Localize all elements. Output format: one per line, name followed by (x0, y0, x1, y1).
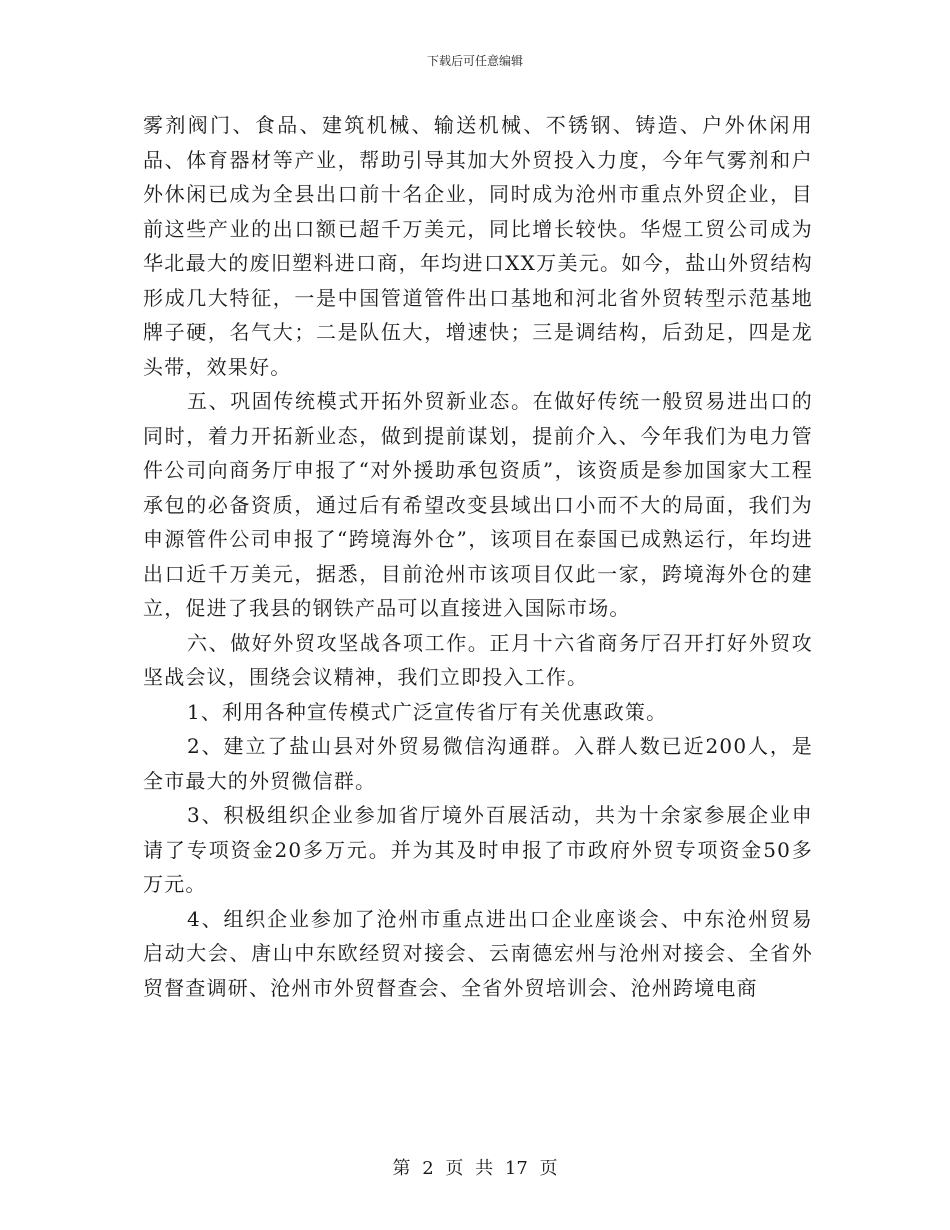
page-word: 页 (445, 1158, 464, 1179)
total-suffix: 页 (539, 1158, 558, 1179)
current-page-number: 2 (422, 1158, 434, 1179)
page-prefix: 第 (392, 1158, 411, 1179)
page-footer (0, 1154, 950, 1180)
total-prefix: 共 (475, 1158, 494, 1179)
paragraph-2: 五、巩固传统模式开拓外贸新业态。在做好传统一般贸易进出口的同时，着力开拓新业态，做到提前谋划，提前介入、今年我们为电力管件公司向商务厅申报了“对外援助承包资质”，该资质是参加国家大工程承包的必备资质，通过后有希望改变县域出口小而不大的局面，我们为申源管件公司申报了“跨境海外仓”，该项目在泰国已成熟运行，年均进出口近千万美元，据悉，目前沧州市该项目仅此一家，跨境海外仓的建立，促进了我县的钢铁产品可以直接进入国际市场。 (143, 389, 813, 620)
paragraph-6: 3、积极组织企业参加省厅境外百展活动，共为十余家参展企业申请了专项资金20多万元。并为其及时申报了市政府外贸专项资金50多万元。 (143, 803, 813, 896)
paragraph-4: 1、利用各种宣传模式广泛宣传省厅有关优惠政策。 (187, 699, 668, 724)
paragraph-5: 2、建立了盐山县对外贸易微信沟通群。入群人数已近200人，是全市最大的外贸微信群。 (143, 734, 813, 793)
document-body (143, 108, 813, 1005)
total-pages-number: 17 (504, 1158, 528, 1179)
paragraph-7: 4、组织企业参加了沧州市重点进出口企业座谈会、中东沧州贸易启动大会、唐山中东欧经贸对接会、云南德宏州与沧州对接会、全省外贸督查调研、沧州市外贸督查会、全省外贸培训会、沧州跨境电商 (143, 906, 813, 1000)
page-header: 下载后可任意编辑 (426, 54, 523, 68)
paragraph-1: 雾剂阀门、食品、建筑机械、输送机械、不锈钢、铸造、户外休闲用品、体育器材等产业，帮助引导其加大外贸投入力度，今年气雾剂和户外休闲已成为全县出口前十名企业，同时成为沧州市重点外贸企业，目前这些产业的出口额已超千万美元，同比增长较快。华煜工贸公司成为华北最大的废旧塑料进口商，年均进口XX万美元。如今，盐山外贸结构形成几大特征，一是中国管道管件出口基地和河北省外贸转型示范基地牌子硬，名气大；二是队伍大，增速快；三是调结构，后劲足，四是龙头带，效果好。 (143, 113, 813, 379)
paragraph-3: 六、做好外贸攻坚战各项工作。正月十六省商务厅召开打好外贸攻坚战会议，围绕会议精神，我们立即投入工作。 (143, 630, 813, 689)
